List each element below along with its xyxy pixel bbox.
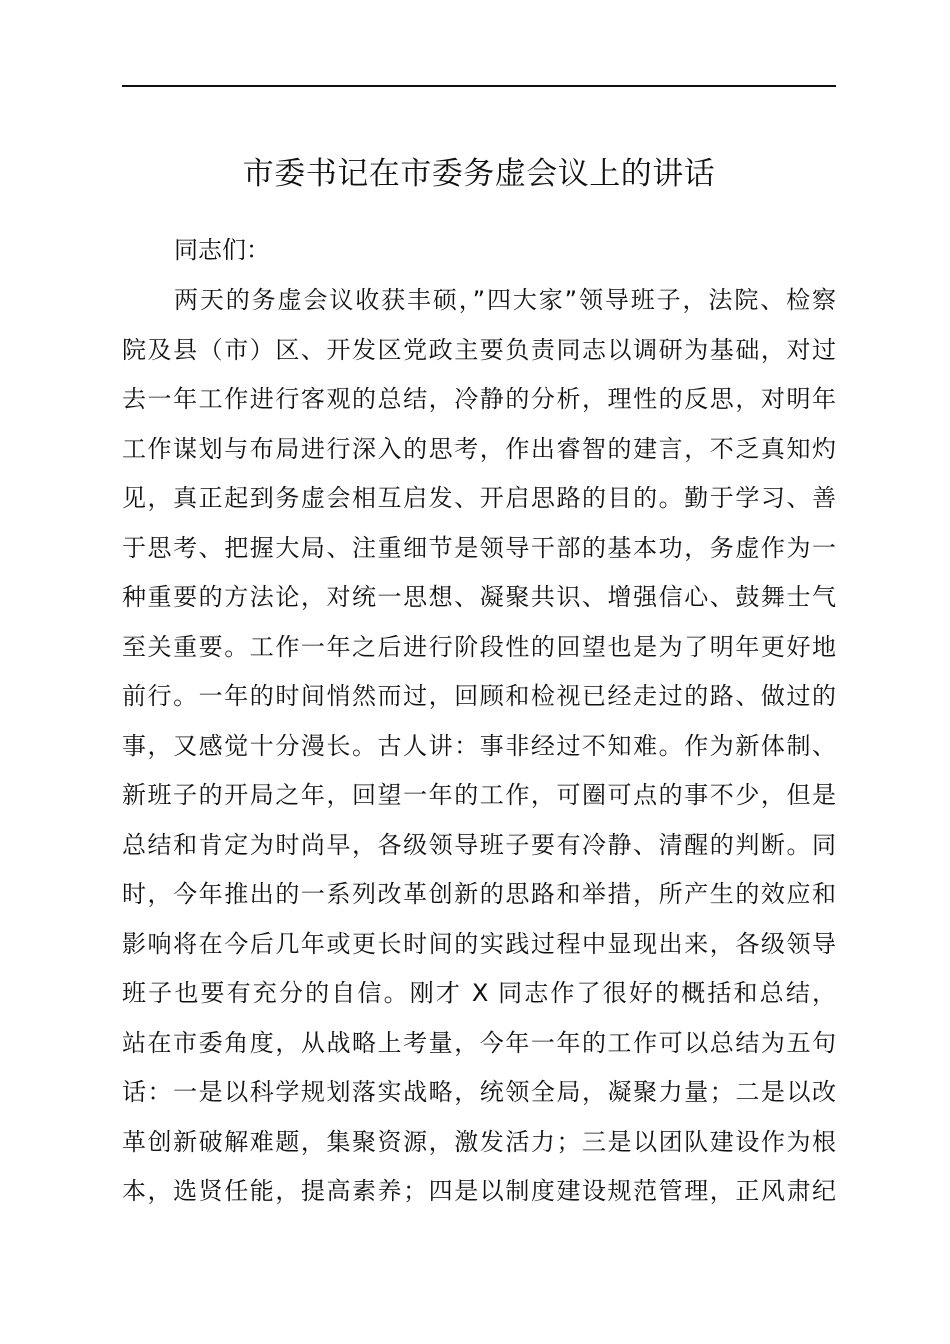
body-line: 至关重要。工作一年之后进行阶段性的回望也是为了明年更好地 <box>122 632 836 661</box>
body-line: 院及县（市）区、开发区党政主要负责同志以调研为基础，对过 <box>122 335 836 364</box>
body-line: 影响将在今后几年或更长时间的实践过程中显现出来，各级领导 <box>122 929 836 958</box>
salutation: 同志们： <box>174 236 270 264</box>
body-line: 站在市委角度，从战略上考量，今年一年的工作可以总结为五句 <box>122 1028 836 1057</box>
body-line: 事，又感觉十分漫长。古人讲：事非经过不知难。作为新体制、 <box>122 731 836 760</box>
body-line: 于思考、把握大局、注重细节是领导干部的基本功，务虚作为一 <box>122 533 836 562</box>
body-line: 话：一是以科学规划落实战略，统领全局，凝聚力量；二是以改 <box>122 1078 836 1106</box>
speech-body <box>122 276 836 1217</box>
header-rule <box>122 85 836 87</box>
body-line: 本，选贤任能，提高素养；四是以制度建设规范管理，正风肃纪 <box>122 1177 836 1205</box>
body-line: 两天的务虚会议收获丰硕，”四大家”领导班子，法院、检察 <box>174 286 836 314</box>
body-line: 班子也要有充分的自信。刚才 X 同志作了很好的概括和总结， <box>122 979 836 1007</box>
body-line: 见，真正起到务虚会相互启发、开启思路的目的。勤于学习、善 <box>122 484 836 512</box>
body-line: 前行。一年的时间悄然而过，回顾和检视已经走过的路、做过的 <box>122 682 836 710</box>
body-line: 时，今年推出的一系列改革创新的思路和举措，所产生的效应和 <box>122 880 836 908</box>
body-line: 新班子的开局之年，回望一年的工作，可圈可点的事不少，但是 <box>122 781 836 809</box>
body-line: 去一年工作进行客观的总结，冷静的分析，理性的反思，对明年 <box>122 385 836 413</box>
document-title: 市委书记在市委务虚会议上的讲话 <box>242 156 716 192</box>
body-line: 种重要的方法论，对统一思想、凝聚共识、增强信心、鼓舞士气 <box>122 583 836 611</box>
body-line: 革创新破解难题，集聚资源，激发活力；三是以团队建设作为根 <box>122 1127 836 1156</box>
body-line: 工作谋划与布局进行深入的思考，作出睿智的建言，不乏真知灼 <box>122 434 836 463</box>
body-line: 总结和肯定为时尚早，各级领导班子要有冷静、清醒的判断。同 <box>122 830 836 859</box>
